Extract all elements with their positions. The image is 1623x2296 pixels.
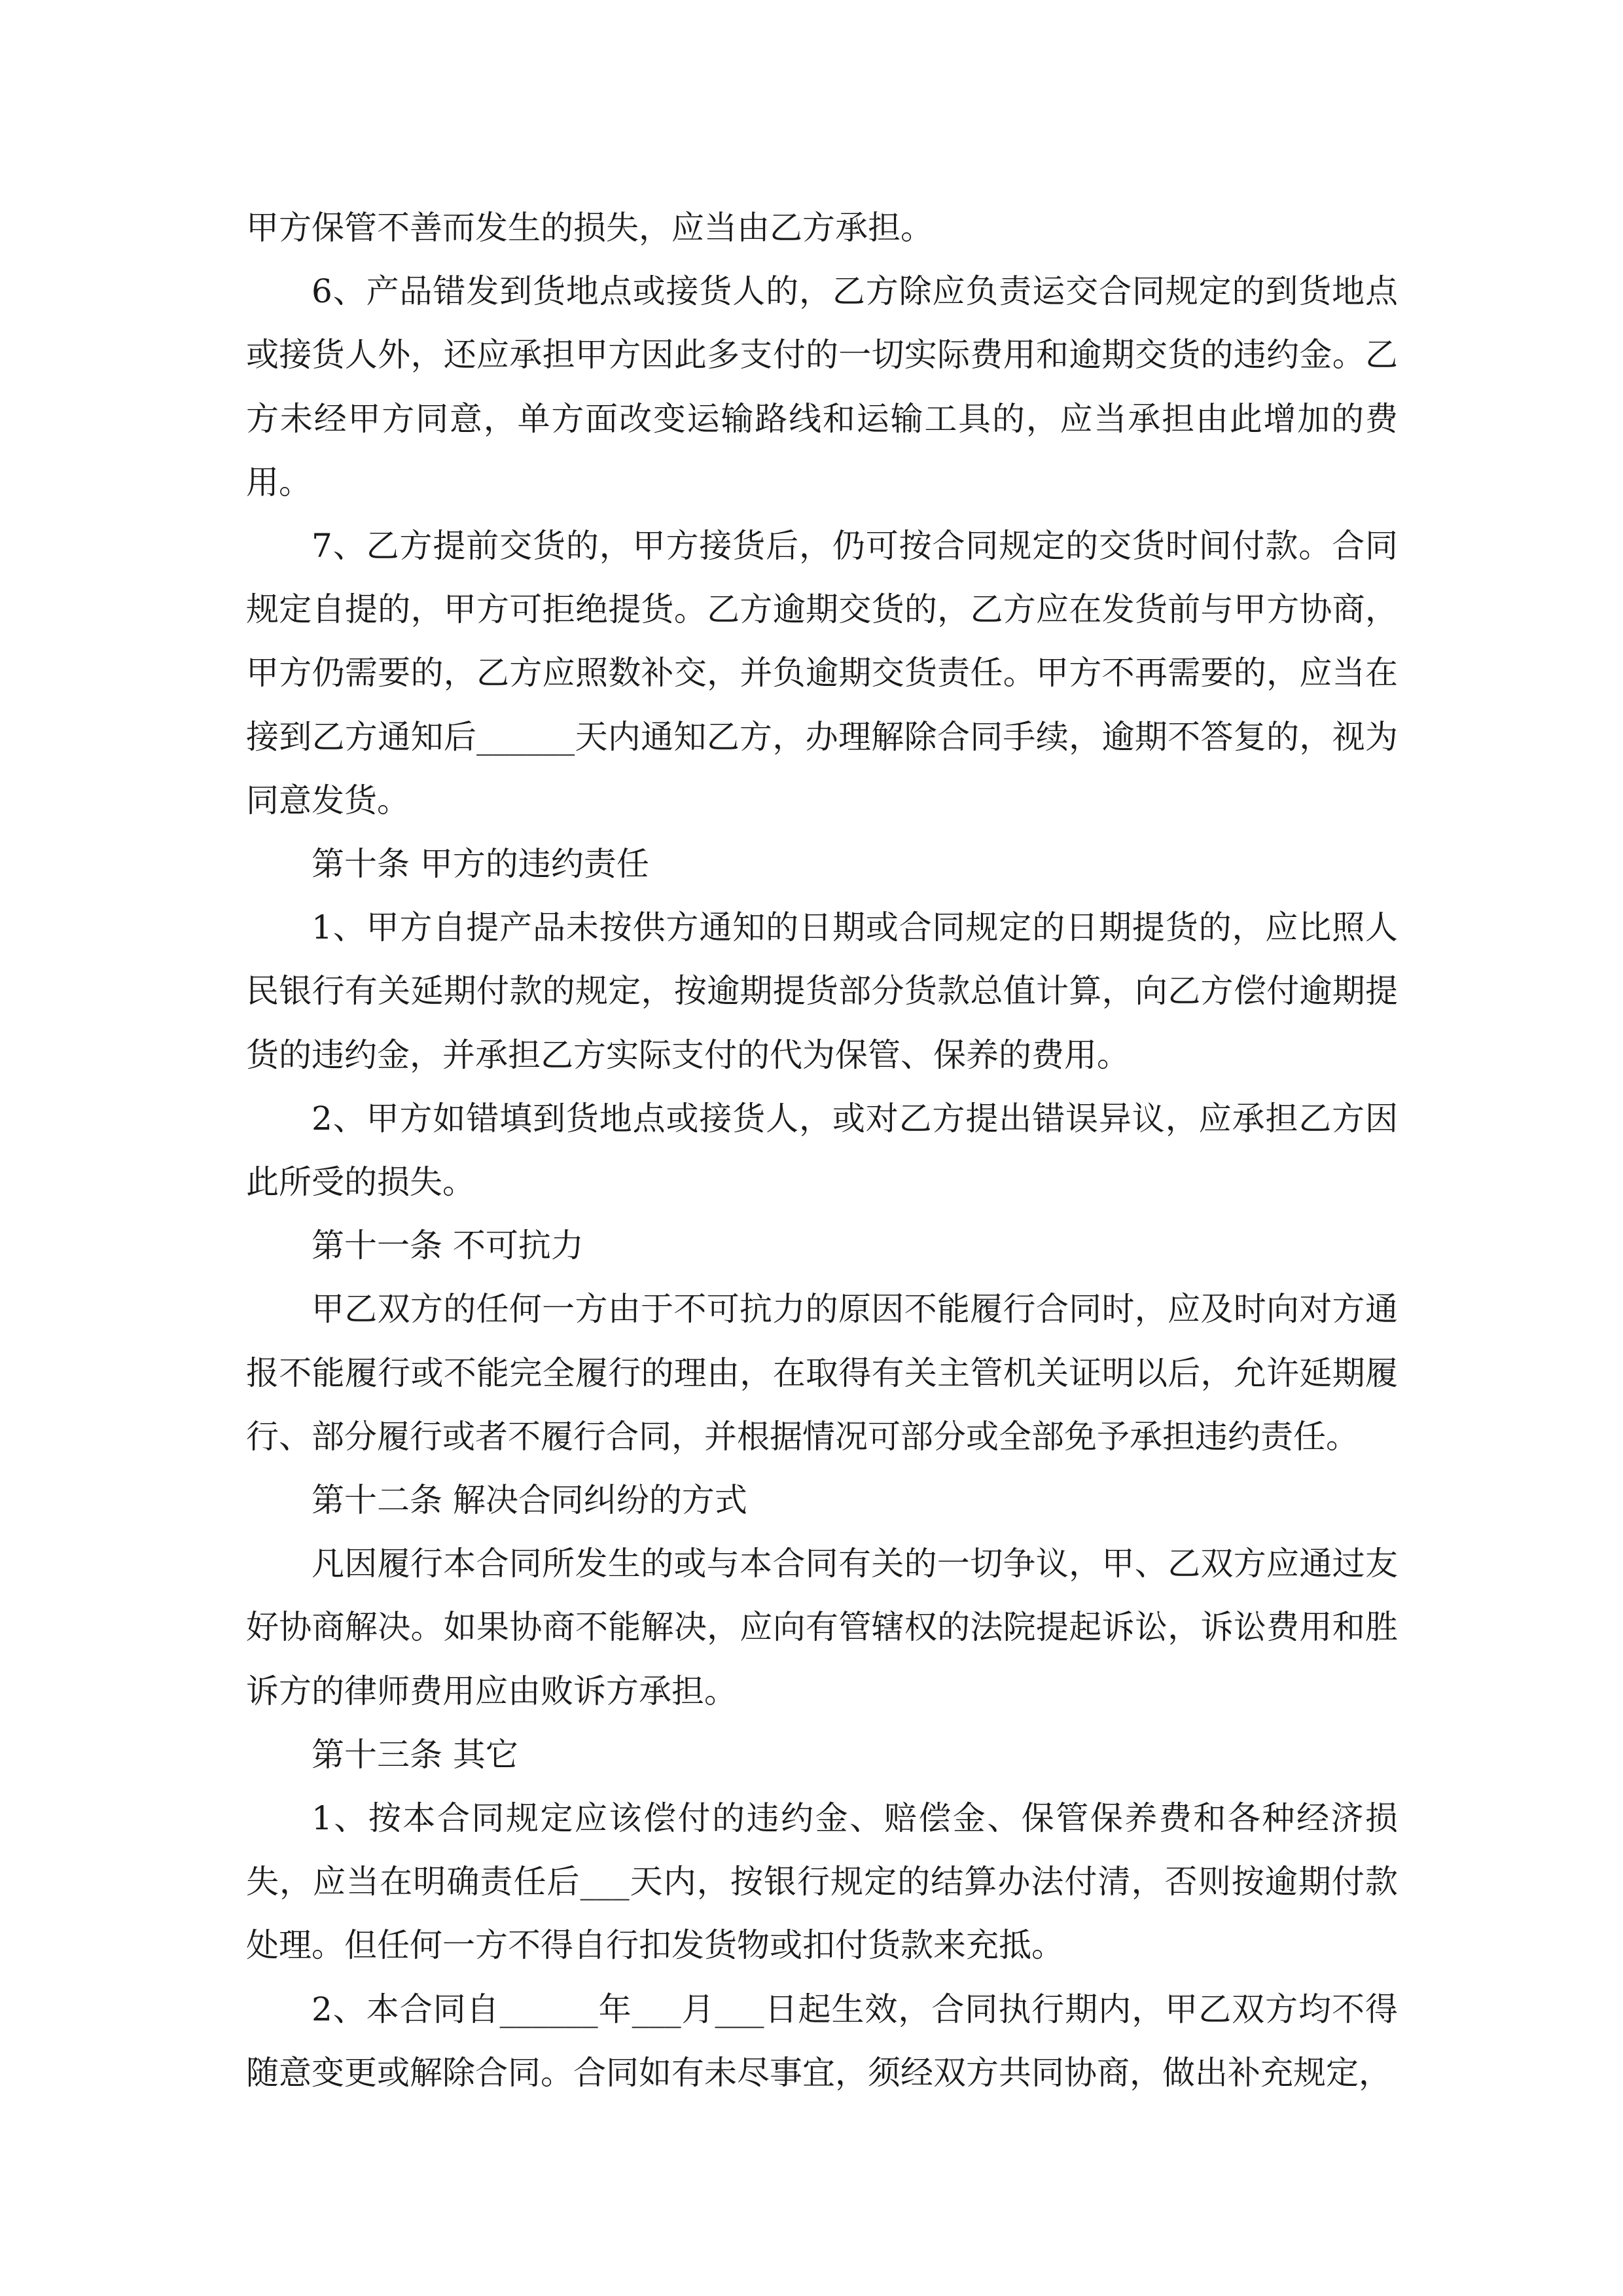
paragraph-article-13-clause-1: 1、按本合同规定应该偿付的违约金、赔偿金、保管保养费和各种经济损失，应当在明确责任后___天内，按银行规定的结算办法付清，否则按逾期付款处理。但任何一方不得自行扣发货物或扣付货款来充抵。 <box>246 1799 1398 1965</box>
article-10-heading: 第十条 甲方的违约责任 <box>312 845 649 884</box>
paragraph-article-11: 甲乙双方的任何一方由于不可抗力的原因不能履行合同时，应及时向对方通报不能履行或不能完全履行的理由，在取得有关主管机关证明以后，允许延期履行、部分履行或者不履行合同，并根据情况可部分或全部免予承担违约责任。 <box>246 1290 1398 1456</box>
paragraph-clause-7: 7、乙方提前交货的，甲方接货后，仍可按合同规定的交货时间付款。合同规定自提的，甲方可拒绝提货。乙方逾期交货的，乙方应在发货前与甲方协商，甲方仍需要的，乙方应照数补交，并负逾期交货责任。甲方不再需要的，应当在接到乙方通知后______天内通知乙方，办理解除合同手续，逾期不答复的，视为同意发货。 <box>246 527 1398 819</box>
article-11-heading: 第十一条 不可抗力 <box>312 1227 584 1265</box>
paragraph-clause-6: 6、产品错发到货地点或接货人的，乙方除应负责运交合同规定的到货地点或接货人外，还应承担甲方因此多支付的一切实际费用和逾期交货的违约金。乙方未经甲方同意，单方面改变运输路线和运输工具的，应当承担由此增加的费用。 <box>246 272 1398 501</box>
paragraph-article-13-clause-2: 2、本合同自______年___月___日起生效，合同执行期内，甲乙双方均不得随意变更或解除合同。合同如有未尽事宜，须经双方共同协商，做出补充规定， <box>246 1990 1398 2092</box>
paragraph-continuation: 甲方保管不善而发生的损失，应当由乙方承担。 <box>246 209 933 247</box>
article-13-heading: 第十三条 其它 <box>312 1735 518 1774</box>
paragraph-article-10-clause-1: 1、甲方自提产品未按供方通知的日期或合同规定的日期提货的，应比照人民银行有关延期付款的规定，按逾期提货部分货款总值计算，向乙方偿付逾期提货的违约金，并承担乙方实际支付的代为保管、保养的费用。 <box>246 908 1398 1074</box>
article-12-heading: 第十二条 解决合同纠纷的方式 <box>312 1481 747 1520</box>
document-body <box>246 196 1398 2105</box>
paragraph-article-12: 凡因履行本合同所发生的或与本合同有关的一切争议，甲、乙双方应通过友好协商解决。如果协商不能解决，应向有管辖权的法院提起诉讼，诉讼费用和胜诉方的律师费用应由败诉方承担。 <box>246 1545 1398 1710</box>
paragraph-article-10-clause-2: 2、甲方如错填到货地点或接货人，或对乙方提出错误异议，应承担乙方因此所受的损失。 <box>246 1099 1398 1202</box>
